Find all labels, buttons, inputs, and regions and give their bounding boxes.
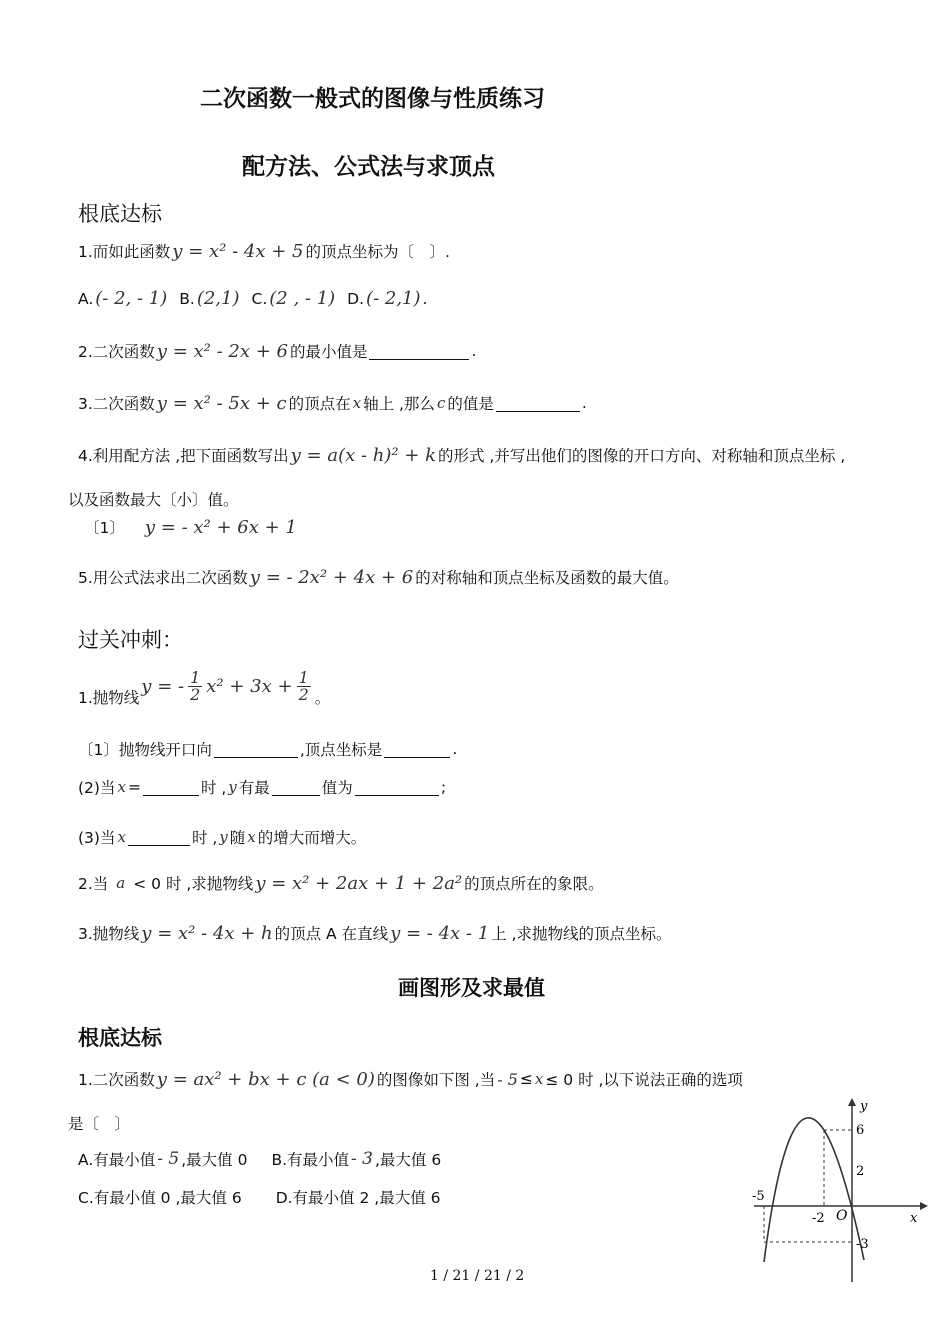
question-4-part1: 〔1〕 y = - x² + 6x + 1 xyxy=(84,516,297,538)
answer-blank xyxy=(369,343,469,360)
x-axis-label: x xyxy=(910,1211,918,1226)
section2-title: 画图形及求最值 xyxy=(398,976,545,1000)
answer-blank xyxy=(128,829,190,846)
question-4: 4.利用配方法 ,把下面函数写出 y = a(x - h)² + k 的形式 ,并写出他们的图像的开口方向、对称轴和顶点坐标 , xyxy=(78,444,846,466)
question-3: 3.二次函数 y = x² - 5x + c 的顶点在 x 轴上 ,那么 c 的值是 . xyxy=(78,392,587,414)
advanced-1-part1: 〔1〕抛物线开口向 ,顶点坐标是 . xyxy=(78,740,458,759)
answer-blank xyxy=(355,779,439,796)
advanced-1-part3: (3)当 x 时 , y 随 x 的增大而增大。 xyxy=(78,828,367,847)
answer-blank xyxy=(214,741,298,758)
tick-label: 2 xyxy=(856,1164,865,1179)
tick-label: -3 xyxy=(856,1237,869,1252)
subsection-advanced: 过关冲刺： xyxy=(78,628,183,652)
origin-label: O xyxy=(836,1208,848,1224)
question-5: 5.用公式法求出二次函数 y = - 2x² + 4x + 6 的对称轴和顶点坐标及函数的最大值。 xyxy=(78,566,679,588)
x-axis-arrow xyxy=(920,1202,928,1210)
advanced-1: 1.抛物线 y = - $\frac{1}{2}$ x² + 3x + $\frac{1}{2}$ 。 xyxy=(78,667,331,707)
section2-question-1: 1.二次函数 y = ax² + bx + c (a < 0) 的图像如下图 ,当 - 5 ≤ x ≤ 0 时 ,以下说法正确的选项 xyxy=(78,1068,743,1090)
question-1-options: A. (- 2, - 1) B. (2,1) C. (2 , - 1) D. (- 2,1) . xyxy=(78,288,428,309)
tick-label: -2 xyxy=(812,1211,825,1226)
answer-blank xyxy=(384,741,450,758)
section2-options-row2: C.有最小值 0 ,最大值 6 D.有最小值 2 ,最大值 6 xyxy=(78,1189,441,1207)
question-2: 2.二次函数 y = x² - 2x + 6 的最小值是 . xyxy=(78,340,477,362)
section2-question-1-cont: 是〔 〕 xyxy=(68,1115,131,1133)
answer-blank xyxy=(272,779,320,796)
tick-label: -5 xyxy=(752,1189,765,1204)
page-title: 二次函数一般式的图像与性质练习 xyxy=(200,86,545,112)
section2-basic: 根底达标 xyxy=(78,1026,162,1050)
fraction: $\frac{1}{2}$ xyxy=(298,667,309,704)
section-title: 配方法、公式法与求顶点 xyxy=(242,154,495,180)
section2-options-row1: A.有最小值 - 5 ,最大值 0 B.有最小值 - 3 ,最大值 6 xyxy=(78,1149,442,1169)
question-4-cont: 以及函数最大〔小〕值。 xyxy=(68,491,239,509)
parabola-graph xyxy=(748,1096,928,1284)
page-footer: 1 / 21 / 21 / 2 xyxy=(430,1268,525,1284)
answer-blank xyxy=(143,779,199,796)
answer-blank xyxy=(496,395,580,412)
advanced-3: 3.抛物线 y = x² - 4x + h 的顶点 A 在直线 y = - 4x - 1 上 ,求抛物线的顶点坐标。 xyxy=(78,922,672,944)
formula: y = x² - 4x + 5 xyxy=(172,240,304,262)
y-axis-arrow xyxy=(848,1098,856,1106)
question-1: 1.而如此函数 y = x² - 4x + 5 的顶点坐标为〔 〕. xyxy=(78,240,450,262)
parabola-curve xyxy=(764,1118,864,1262)
fraction: $\frac{1}{2}$ xyxy=(190,667,201,704)
y-axis-label: y xyxy=(860,1099,868,1114)
advanced-1-part2: (2)当 x = 时 , y 有最 值为 ; xyxy=(78,778,447,797)
subsection-basic: 根底达标 xyxy=(78,202,162,226)
advanced-2: 2.当 a < 0 时 ,求抛物线 y = x² + 2ax + 1 + 2a² 的顶点所在的象限。 xyxy=(78,872,604,894)
tick-label: 6 xyxy=(856,1123,865,1138)
